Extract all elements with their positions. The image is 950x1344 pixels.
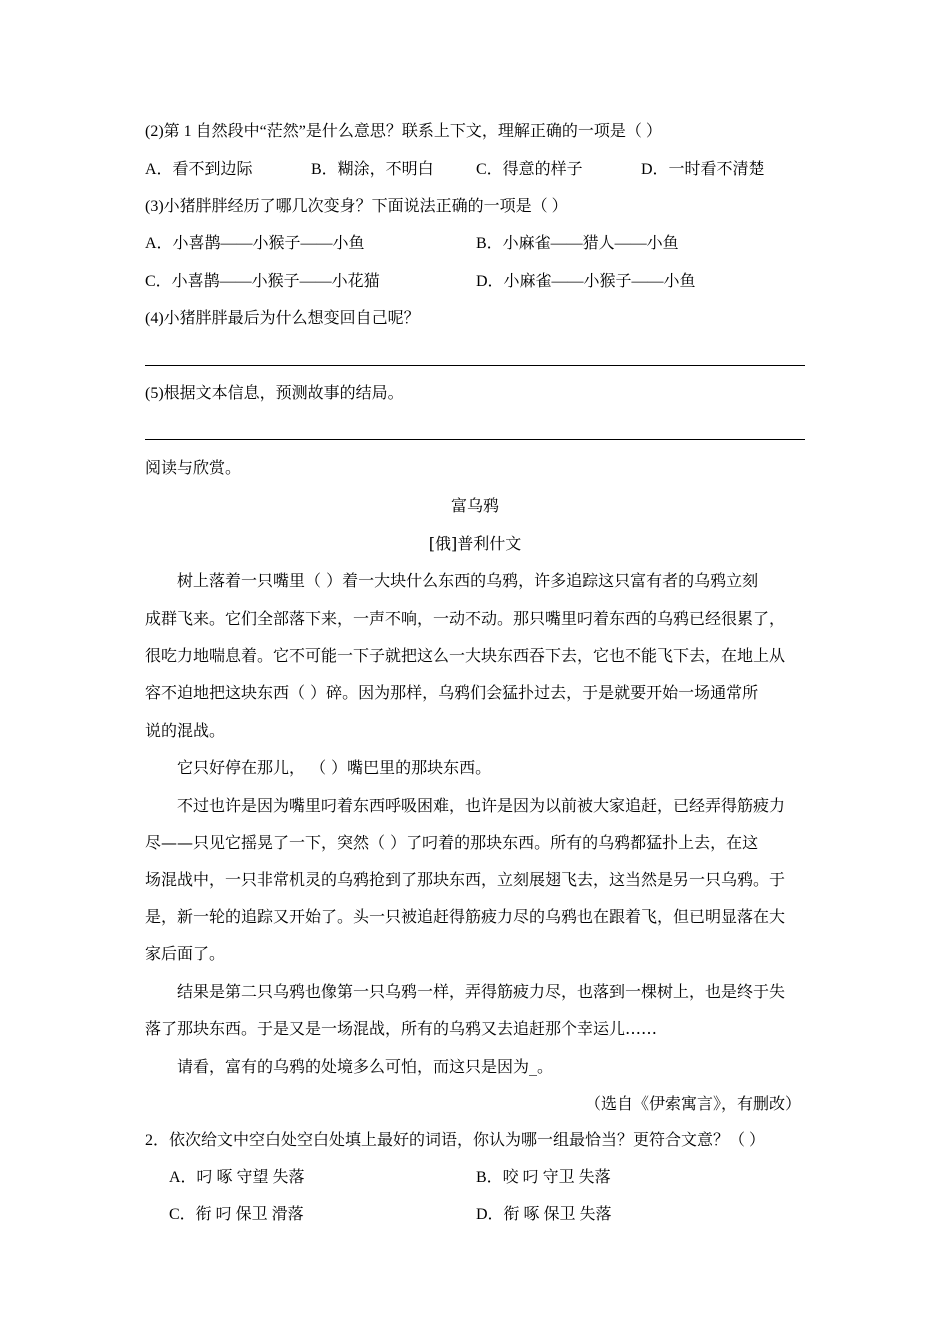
passage-line: 结果是第二只乌鸦也像第一只乌鸦一样，弄得筋疲力尽，也落到一棵树上，也是终于失 — [177, 982, 786, 1001]
passage-line: 成群飞来。它们全部落下来，一声不响，一动不动。那只嘴里叼着东西的乌鸦已经很累了， — [145, 609, 786, 628]
answer-line-4 — [145, 365, 805, 366]
question-3-option-b: B．小麻雀——猎人——小鱼 — [476, 235, 679, 252]
passage-line: 不过也许是因为嘴里叼着东西呼吸困难，也许是因为以前被大家追赶，已经弄得筋疲力 — [177, 796, 786, 815]
passage-line: 是，新一轮的追踪又开始了。头一只被追赶得筋疲力尽的乌鸦也在跟着飞，但已明显落在大 — [145, 907, 786, 926]
question-2-option-c: C．得意的样子 — [476, 161, 583, 178]
passage-author: [俄]普利什文 — [428, 534, 522, 553]
question-2-option-b: B．糊涂，不明白 — [311, 161, 434, 178]
passage-line: 容不迫地把这块东西（ ）碎。因为那样，乌鸦们会猛扑过去，于是就要开始一场通常所 — [145, 683, 759, 702]
passage-line: 树上落着一只嘴里（ ）着一大块什么东西的乌鸦，许多追踪这只富有者的乌鸦立刻 — [177, 571, 759, 590]
passage-line: 请看，富有的乌鸦的处境多么可怕，而这只是因为_。 — [177, 1057, 554, 1076]
question-option-d: D．衔 啄 保卫 失落 — [476, 1206, 612, 1223]
passage-title: 富乌鸦 — [450, 496, 499, 515]
passage-line: 落了那块东西。于是又是一场混战，所有的乌鸦又去追赶那个幸运儿…… — [145, 1019, 658, 1038]
question-5-stem: (5)根据文本信息，预测故事的结局。 — [145, 385, 404, 402]
question-4-stem: (4)小猪胖胖最后为什么想变回自己呢？ — [145, 310, 420, 327]
question-3-option-a: A．小喜鹊——小猴子——小鱼 — [145, 235, 365, 252]
passage-line: 说的混战。 — [145, 721, 226, 740]
passage-line: 尽——只见它摇晃了一下，突然（ ）了叼着的那块东西。所有的乌鸦都猛扑上去，在这 — [145, 833, 759, 852]
question-option-b: B．咬 叼 守卫 失落 — [476, 1169, 611, 1186]
question-2-option-d: D．一时看不清楚 — [641, 161, 765, 178]
question-stem: 2．依次给文中空白处空白处填上最好的词语，你认为哪一组最恰当？更符合文意？（ ） — [145, 1132, 766, 1149]
question-option-c: C．衔 叼 保卫 滑落 — [169, 1206, 304, 1223]
question-2-stem: (2)第 1 自然段中“茫然”是什么意思？联系上下文，理解正确的一项是（ ） — [145, 123, 662, 140]
passage-line: 很吃力地喘息着。它不可能一下子就把这么一大块东西吞下去，它也不能飞下去，在地上从 — [145, 646, 786, 665]
passage-line: 场混战中，一只非常机灵的乌鸦抢到了那块东西，立刻展翅飞去，这当然是另一只乌鸦。于 — [145, 870, 786, 889]
passage-line: 它只好停在那儿， （ ）嘴巴里的那块东西。 — [177, 758, 492, 777]
section-heading: 阅读与欣赏。 — [145, 460, 242, 477]
question-3-option-d: D．小麻雀——小猴子——小鱼 — [476, 273, 696, 290]
passage-source: （选自《伊索寓言》，有删改） — [585, 1094, 802, 1113]
passage-line: 家后面了。 — [145, 944, 226, 963]
question-3-stem: (3)小猪胖胖经历了哪几次变身？下面说法正确的一项是（ ） — [145, 198, 568, 215]
answer-line-5 — [145, 439, 805, 440]
question-3-option-c: C．小喜鹊——小猴子——小花猫 — [145, 273, 380, 290]
question-option-a: A．叼 啄 守望 失落 — [169, 1169, 305, 1186]
question-2-option-a: A．看不到边际 — [145, 161, 253, 178]
